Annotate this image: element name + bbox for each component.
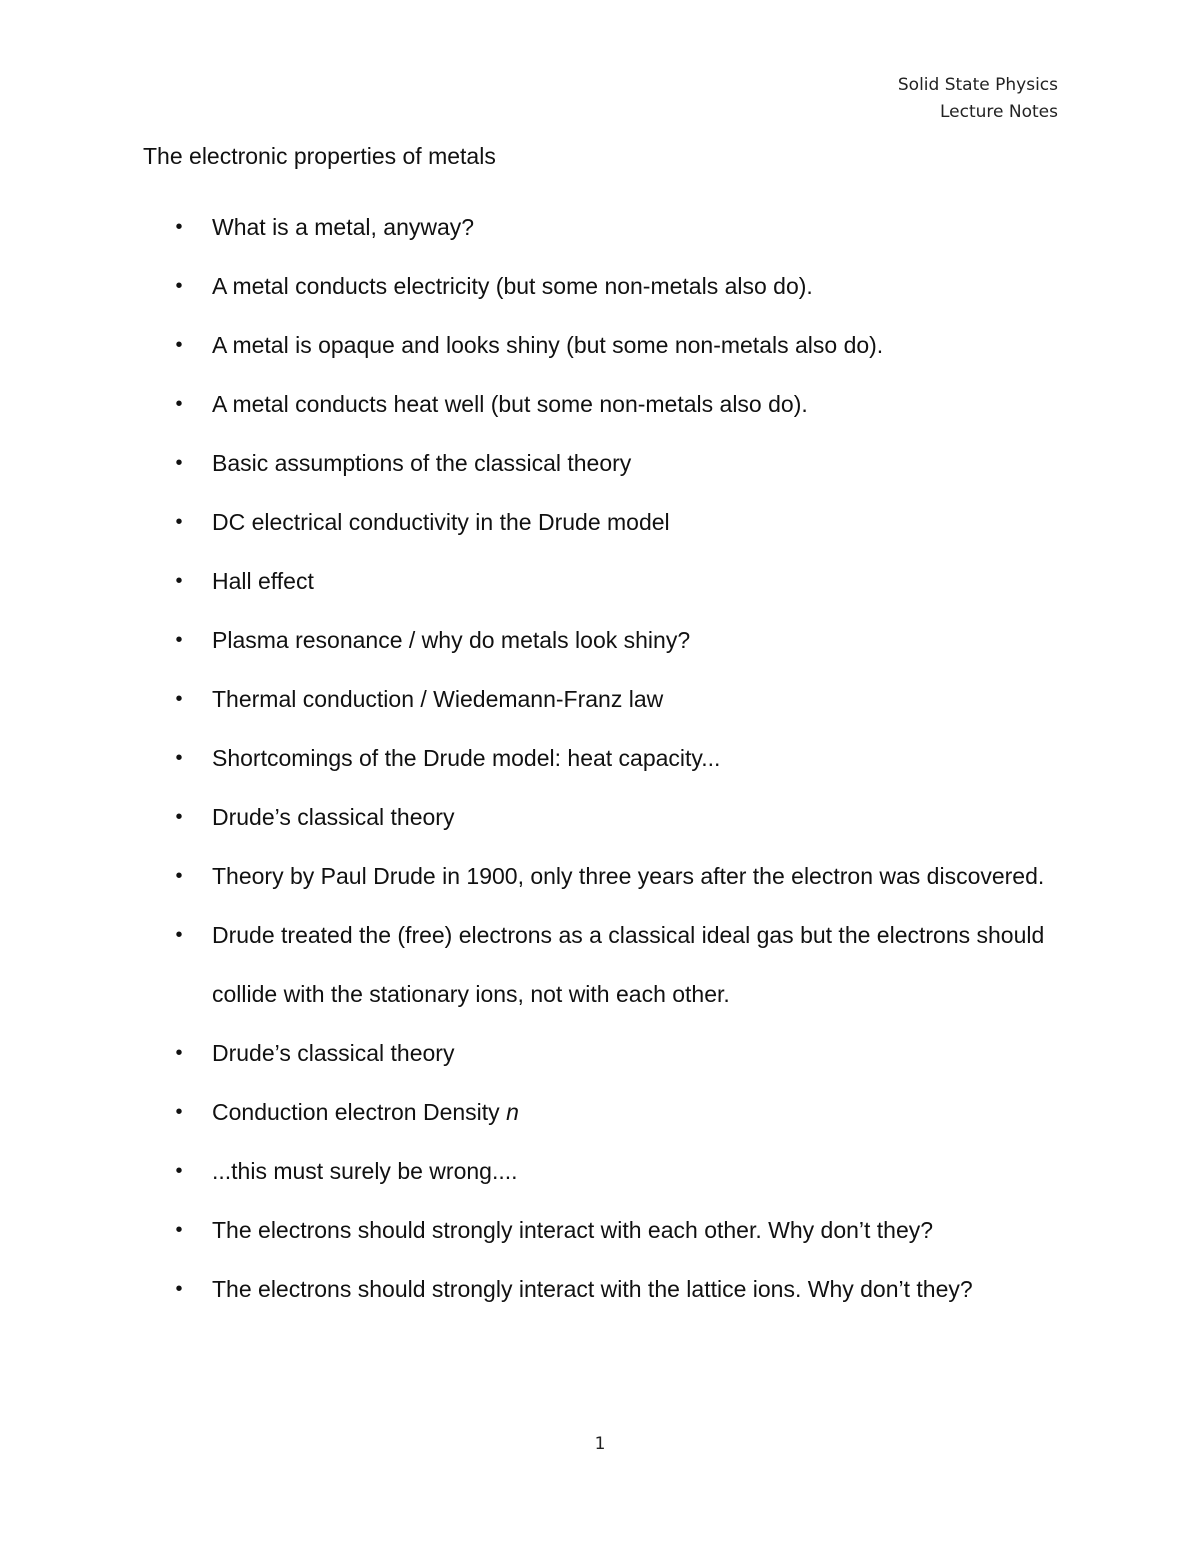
page-number: 1 [594,1434,606,1454]
bullet-icon: • [175,216,183,238]
header-course: Solid State Physics [897,75,1058,95]
header-subtitle: Lecture Notes [940,102,1058,122]
list-item-text: Drude treated the (free) electrons as a classical ideal gas but the electrons should collide with the stationary ions, not with each other. [212,922,1045,1007]
list-item-text: Thermal conduction / Wiedemann-Franz law [212,686,664,712]
list-item [172,552,1072,611]
list-item-text: ...this must surely be wrong.... [212,1158,518,1184]
list-item-text: Drude’s classical theory [212,1040,455,1066]
list-item [172,198,1072,257]
list-item [172,729,1072,788]
list-item-text: A metal is opaque and looks shiny (but some non-metals also do). [212,332,884,358]
bullet-icon: • [175,806,183,828]
list-item [172,1142,1072,1201]
bullet-icon: • [175,747,183,769]
bullet-icon: • [175,1278,183,1300]
document-title: The electronic properties of metals [143,143,496,169]
page-header [898,72,1058,126]
list-item-text: DC electrical conductivity in the Drude model [212,509,670,535]
bullet-icon: • [175,688,183,710]
list-item [172,611,1072,670]
list-item [172,788,1072,847]
list-item [172,1083,1072,1142]
list-item [172,1260,1072,1319]
bullet-icon: • [175,629,183,651]
list-item [172,670,1072,729]
list-item [172,257,1072,316]
density-label: Conduction electron Density n [212,1099,519,1125]
bullet-icon: • [175,1101,183,1123]
list-item-text: The electrons should strongly interact with the lattice ions. Why don’t they? [212,1276,973,1302]
list-item [172,316,1072,375]
bullet-icon: • [175,924,183,946]
list-item-text: A metal conducts electricity (but some non-metals also do). [212,273,813,299]
list-item [172,1201,1072,1260]
bullet-icon: • [175,570,183,592]
bullet-icon: • [175,1160,183,1182]
bullet-icon: • [175,1042,183,1064]
list-item [172,847,1072,906]
bullet-icon: • [175,1219,183,1241]
list-item-text: The electrons should strongly interact with each other. Why don’t they? [212,1217,934,1243]
list-item-text: Drude’s classical theory [212,804,455,830]
bullet-icon: • [175,865,183,887]
list-item [172,375,1072,434]
list-item-text: Plasma resonance / why do metals look shiny? [212,627,691,653]
list-item [172,434,1072,493]
list-item-text: Theory by Paul Drude in 1900, only three years after the electron was discovered. [212,863,1045,889]
list-item [172,493,1072,552]
bullet-icon: • [175,452,183,474]
bullet-icon: • [175,334,183,356]
list-item [172,1024,1072,1083]
list-item-text: A metal conducts heat well (but some non-metals also do). [212,391,808,417]
bullet-icon: • [175,511,183,533]
list-item-text: Shortcomings of the Drude model: heat capacity... [212,745,721,771]
bullet-icon: • [175,393,183,415]
list-item-text: What is a metal, anyway? [212,214,475,240]
list-item-text [212,1099,519,1125]
bullet-icon: • [175,275,183,297]
list-item-text: Hall effect [212,568,314,594]
list-item-text: Basic assumptions of the classical theory [212,450,632,476]
list-item [172,906,1072,1024]
bullet-list [172,198,1072,1319]
